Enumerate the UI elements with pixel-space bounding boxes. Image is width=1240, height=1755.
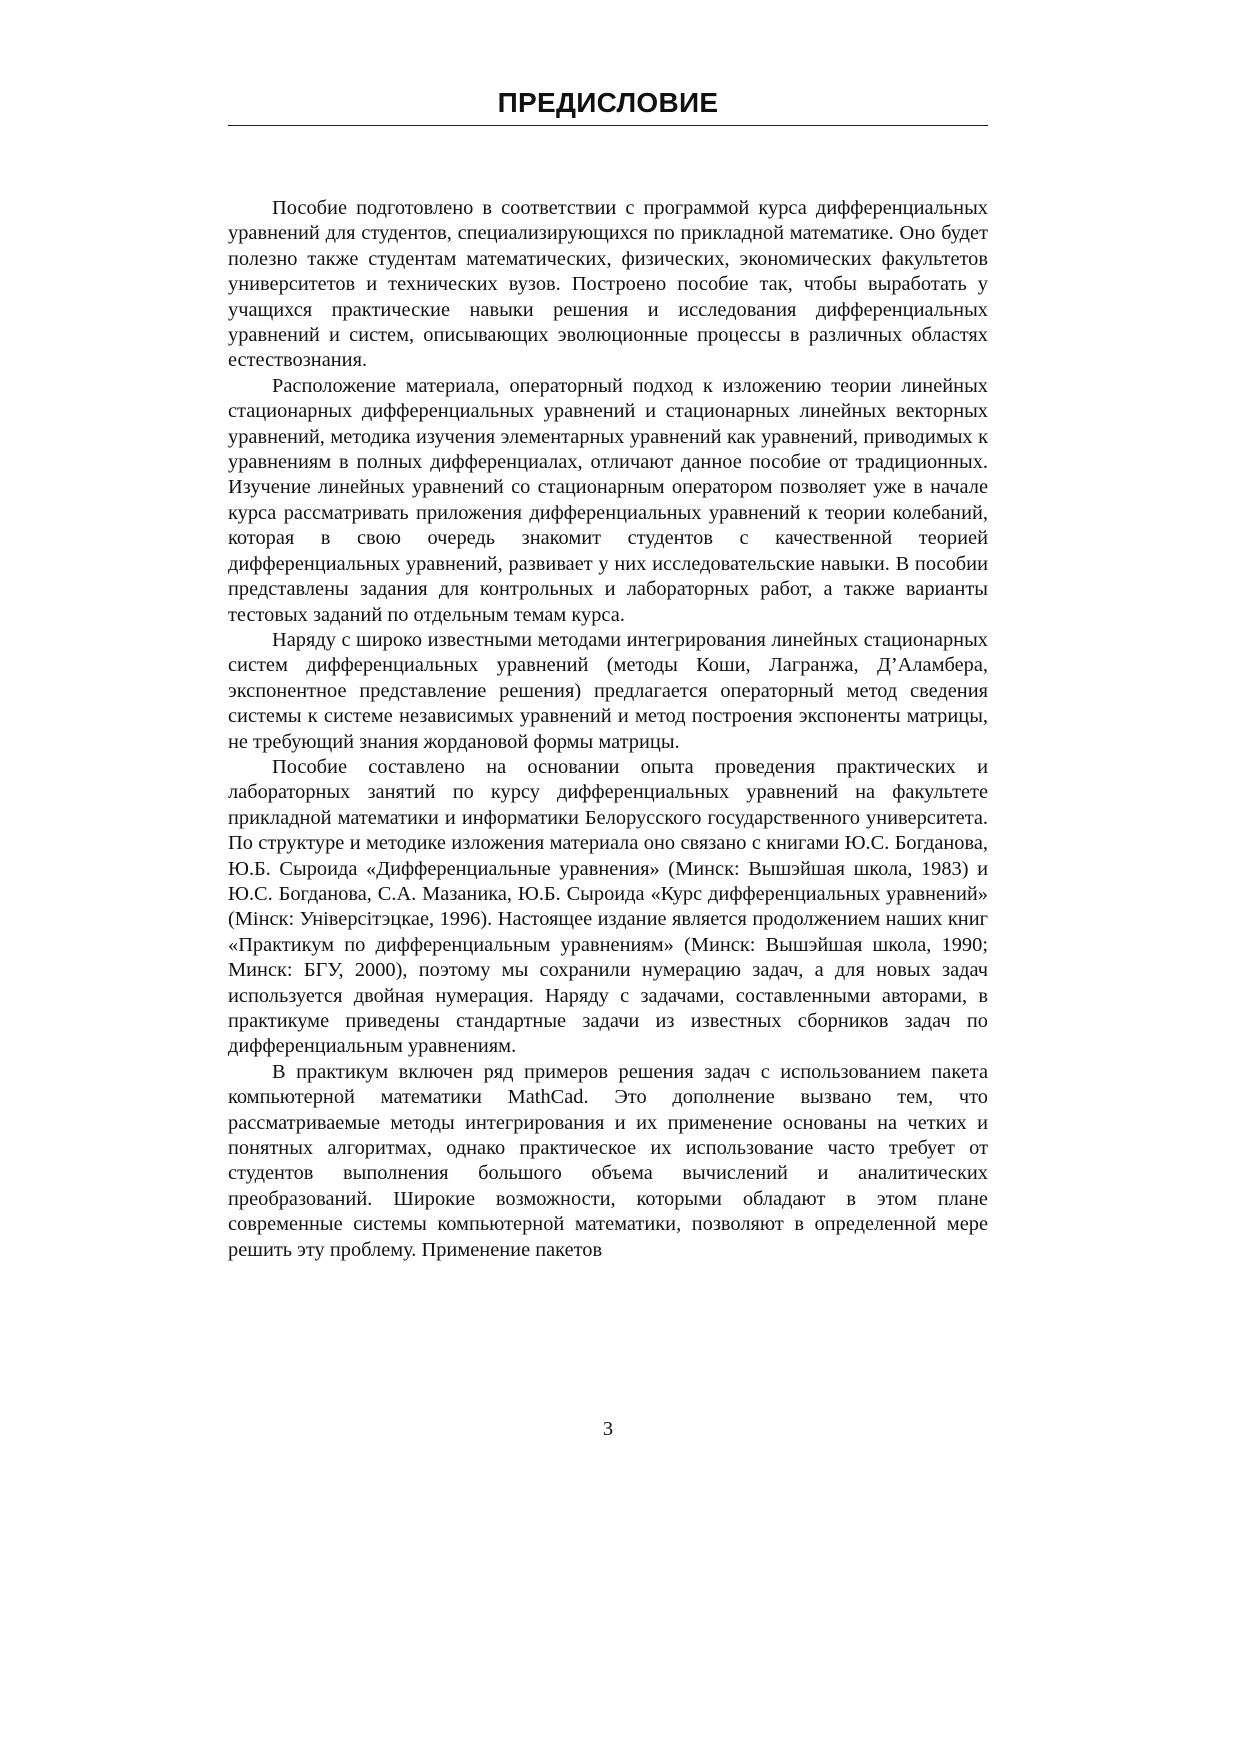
paragraph-5: В практикум включен ряд примеров решения задач с использованием пакета компьютерной математики MathCad. Это дополнение вызвано тем, что рассматриваемые методы интегрирования и их применение основаны на четких и понятных алгоритмах, однако практическое их использование часто требует от студентов выполнения большого объема вычислений и аналитических преобразований. Широкие возможности, которыми обладают в этом плане современные системы компьютерной математики, позволяют в определенной мере решить эту проблему. Применение пакетов: [228, 1060, 988, 1261]
title-underline-rule: [228, 125, 988, 126]
paragraph-3: Наряду с широко известными методами интегрирования линейных стационарных систем дифференциальных уравнений (методы Коши, Лагранжа, Д’Аламбера, экспонентное представление решения) предлагается операторный метод сведения системы к системе независимых уравнений и метод построения экспоненты матрицы, не требующий знания жордановой формы матрицы.: [228, 628, 988, 753]
preface-body: [228, 196, 988, 1263]
paragraph-2: Расположение материала, операторный подход к изложению теории линейных стационарных дифференциальных уравнений и стационарных линейных векторных уравнений, методика изучения элементарных уравнений как уравнений, приводимых к уравнениям в полных дифференциалах, отличают данное пособие от традиционных. Изучение линейных уравнений со стационарным оператором позволяет уже в начале курса рассматривать приложения дифференциальных уравнений к теории колебаний, которая в свою очередь знакомит студентов с качественной теорией дифференциальных уравнений, развивает у них исследовательские навыки. В пособии представлены задания для контрольных и лабораторных работ, а также варианты тестовых заданий по отдельным темам курса.: [228, 374, 988, 626]
paragraph-4: Пособие составлено на основании опыта проведения практических и лабораторных занятий по курсу дифференциальных уравнений на факультете прикладной математики и информатики Белорусского государственного университета. По структуре и методике изложения материала оно связано с книгами Ю.С. Богданова, Ю.Б. Сыроида «Дифференциальные уравнения» (Минск: Вышэйшая школа, 1983) и Ю.С. Богданова, С.А. Мазаника, Ю.Б. Сыроида «Курс дифференциальных уравнений» (Мінск: Універсітэцкае, 1996). Настоящее издание является продолжением наших книг «Практикум по дифференциальным уравнениям» (Минск: Вышэйшая школа, 1990; Минск: БГУ, 2000), поэтому мы сохранили нумерацию задач, а для новых задач используется двойная нумерация. Наряду с задачами, составленными авторами, в практикуме приведены стандартные задачи из известных сборников задач по дифференциальным уравнениям.: [228, 755, 988, 1058]
page-number: 3: [602, 1418, 614, 1440]
paragraph-1: Пособие подготовлено в соответствии с программой курса дифференциальных уравнений для студентов, специализирующихся по прикладной математике. Оно будет полезно также студентам математических, физических, экономических факультетов университетов и технических вузов. Построено пособие так, чтобы выработать у учащихся практические навыки решения и исследования дифференциальных уравнений и систем, описывающих эволюционные процессы в различных областях естествознания.: [228, 197, 988, 372]
page-title: ПРЕДИСЛОВИЕ: [497, 87, 719, 118]
